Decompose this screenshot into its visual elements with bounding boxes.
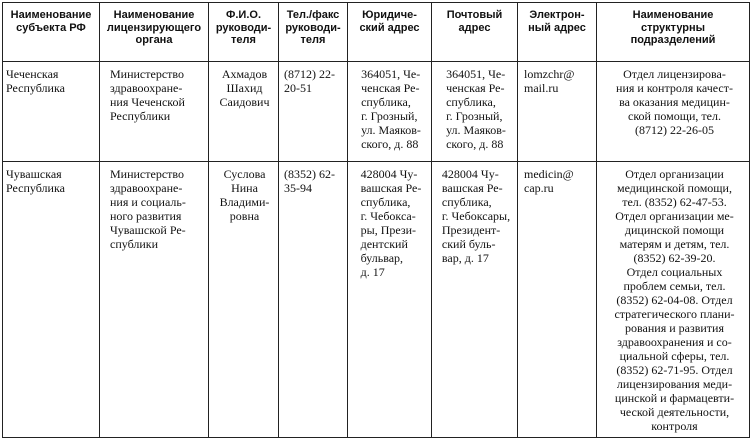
table-header-row [3,3,750,62]
cell-phone-fax: (8352) 62- 35-94 [279,162,348,438]
cell-email: medicin@ cap.ru [518,162,597,438]
cell-departments: Отдел организации медицинской помощи, тел. (8352) 62-47-53. Отдел организации ме- дицинской помощи матерям и детям, тел. (8352) 62-39-20. Отдел социальных проблем семьи, тел. (8352) 62-04-08. Отдел стратегического плани- рования и развития здравоохранения и со- циальной сферы, тел. (8352) 62-71-95. Отдел лицензирования меди- цинской и фармацевти- ческой деятельности, контроля [597,162,750,438]
cell-licensing-organ: Министерство здравоохране- ния Чеченской Республики [100,62,209,162]
cell-head-name: Суслова Нина Владими- ровна [209,162,279,438]
legal-address-text: 428004 Чу- вашская Ре- спублика, г. Чебокса- ры, Прези- дентский бульвар, д. 17 [360,167,422,279]
table-row [3,162,750,438]
cell-departments: Отдел лицензирова- ния и контроля качест- ва оказания медицин- ской помощи, тел. (8712) 22-26-05 [597,62,750,162]
header-postal-address: Почтовый адрес [432,3,518,62]
cell-licensing-organ: Министерство здравоохране- ния и социаль- ного развития Чувашской Ре- спублики [100,162,209,438]
cell-phone-fax: (8712) 22- 20-51 [279,62,348,162]
cell-email: lomzchr@ mail.ru [518,62,597,162]
postal-address-text: 428004 Чу- вашская Ре- спублика, г. Чебоксары, Президент- ский буль- вар, д. 17 [441,167,511,265]
header-head-name: Ф.И.О. руководи- теля [209,3,279,62]
header-legal-address: Юридиче- ский адрес [348,3,432,62]
cell-legal-address [348,62,432,162]
header-subject: Наименование субъекта РФ [3,3,100,62]
header-phone-fax: Тел./факс руководи- теля [279,3,348,62]
table-row [3,62,750,162]
postal-address-text: 364051, Че- ченская Ре- спублика, г. Грозный, ул. Маяков- ского, д. 88 [446,67,506,151]
header-licensing-organ: Наименование лицензирующего органа [100,3,209,62]
cell-postal-address [432,62,518,162]
header-email: Электрон- ный адрес [518,3,597,62]
cell-subject: Чеченская Республика [3,62,100,162]
legal-address-text: 364051, Че- ченская Ре- спублика, г. Грозный, ул. Маяков- ского, д. 88 [361,67,421,151]
cell-legal-address [348,162,432,438]
cell-postal-address [432,162,518,438]
licensing-authorities-table [2,2,750,438]
cell-subject: Чувашская Республика [3,162,100,438]
cell-head-name: Ахмадов Шахид Саидович [209,62,279,162]
header-departments: Наименование структурны подразделений [597,3,750,62]
